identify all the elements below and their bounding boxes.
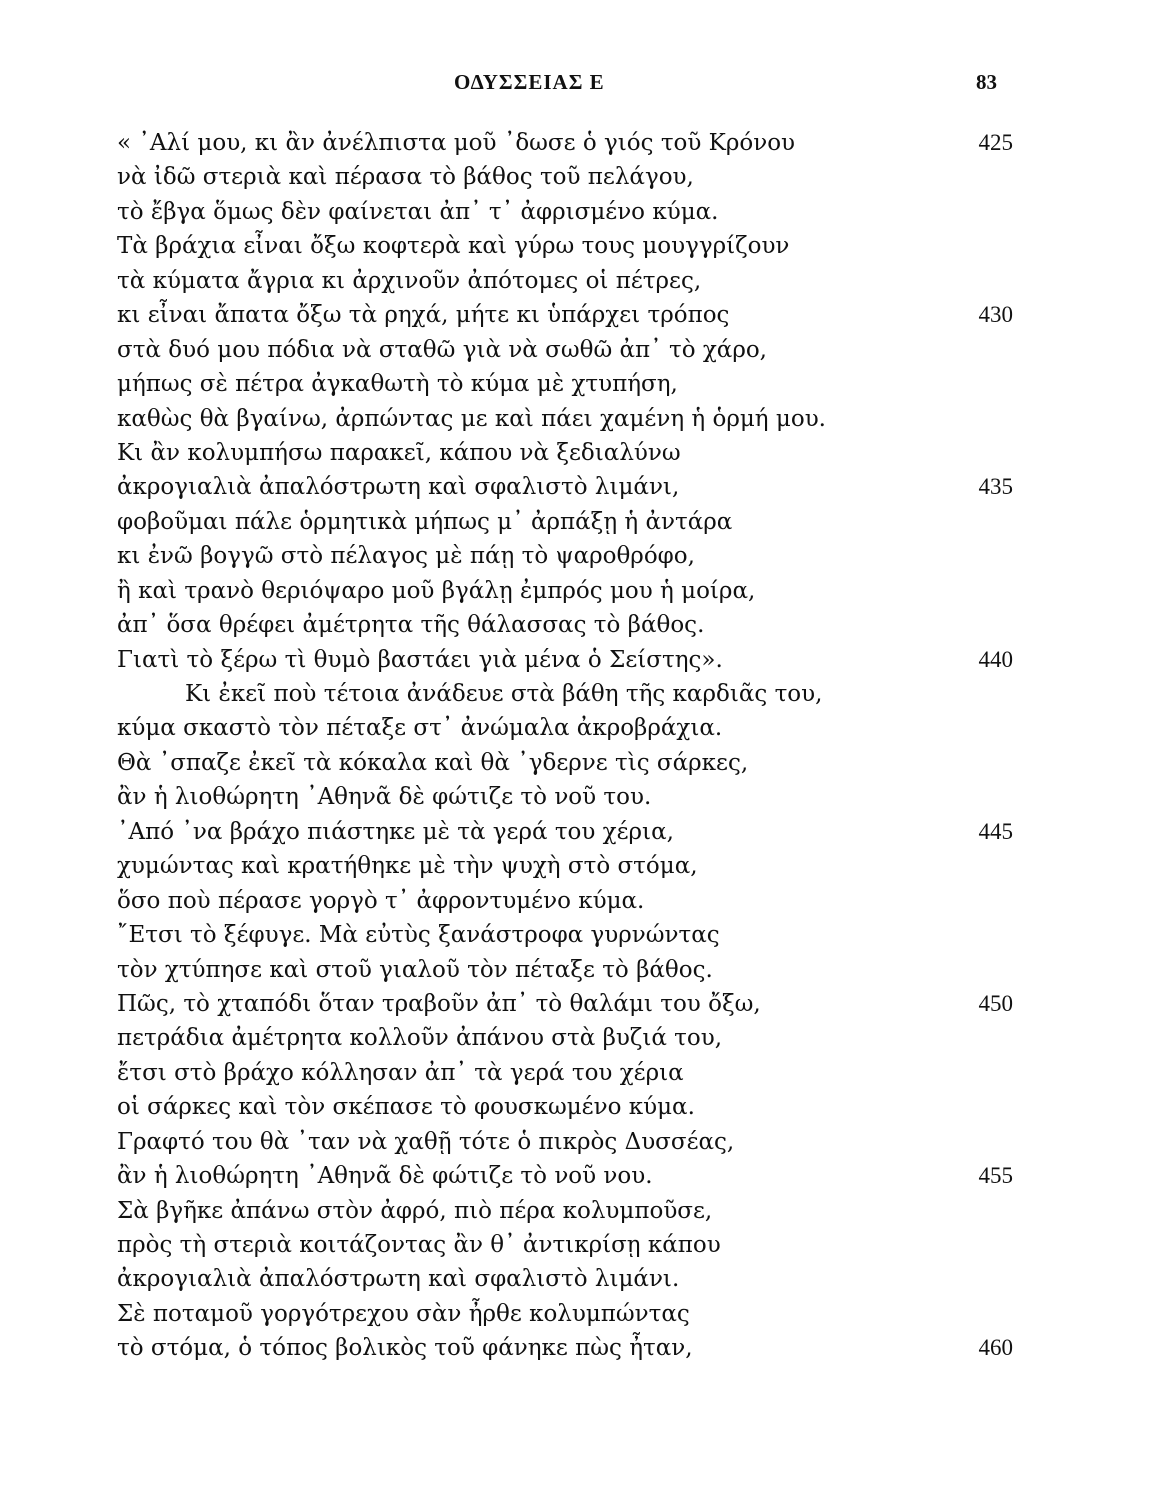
line-number: 445 bbox=[978, 818, 1013, 844]
verse-line bbox=[0, 608, 1151, 642]
verse-text: νὰ ἰδῶ στεριὰ καὶ πέρασα τὸ βάθος τοῦ πελάγου, bbox=[117, 164, 694, 191]
verse-line bbox=[0, 160, 1151, 194]
verse-text: ἔτσι στὸ βράχο κόλλησαν ἀπ᾿ τὰ γερά του χέρια bbox=[117, 1059, 684, 1086]
line-number: 450 bbox=[978, 990, 1013, 1016]
page-number: 83 bbox=[976, 70, 997, 94]
verse-text: ἢ καὶ τρανὸ θεριόψαρο μοῦ βγάλῃ ἐμπρός μου ἡ μοίρα, bbox=[117, 577, 756, 604]
verse-text: καθὼς θὰ βγαίνω, ἀρπώντας με καὶ πάει χαμένη ἡ ὁρμή μου. bbox=[117, 405, 826, 432]
verse-text: ὅσο ποὺ πέρασε γοργὸ τ᾿ ἀφροντυμένο κύμα. bbox=[117, 887, 645, 914]
verse-line bbox=[0, 1021, 1151, 1055]
verse-line bbox=[0, 402, 1151, 436]
verse-text: οἱ σάρκες καὶ τὸν σκέπασε τὸ φουσκωμένο κύμα. bbox=[117, 1094, 695, 1121]
verse-text: ἀκρογιαλιὰ ἀπαλόστρωτη καὶ σφαλιστὸ λιμάνι, bbox=[117, 474, 680, 501]
verse-line bbox=[0, 780, 1151, 814]
running-title: ΟΔΥΣΣΕΙΑΣ Ε bbox=[454, 70, 605, 94]
verse-text: Κι ἐκεῖ ποὺ τέτοια ἀνάδευε στὰ βάθη τῆς καρδιᾶς του, bbox=[185, 681, 823, 707]
verse-text: τὸν χτύπησε καὶ στοῦ γιαλοῦ τὸν πέταξε τὸ βάθος. bbox=[117, 956, 713, 983]
verse-block bbox=[0, 126, 1151, 1366]
verse-text: ἂν ἡ λιοθώρητη ᾿Αθηνᾶ δὲ φώτιζε τὸ νοῦ του. bbox=[117, 784, 652, 811]
verse-text: ἀπ᾿ ὅσα θρέφει ἀμέτρητα τῆς θάλασσας τὸ βάθος. bbox=[117, 612, 705, 639]
verse-line bbox=[0, 884, 1151, 918]
verse-line bbox=[0, 1125, 1151, 1159]
line-number: 460 bbox=[978, 1335, 1013, 1361]
verse-line bbox=[0, 1262, 1151, 1296]
line-number: 435 bbox=[978, 474, 1013, 500]
verse-line bbox=[0, 333, 1151, 367]
verse-line bbox=[0, 918, 1151, 952]
verse-text: ἂν ἡ λιοθώρητη ᾿Αθηνᾶ δὲ φώτιζε τὸ νοῦ νου. bbox=[117, 1163, 653, 1190]
verse-text: Θὰ ᾿σπαζε ἐκεῖ τὰ κόκαλα καὶ θὰ ᾿γδερνε τὶς σάρκες, bbox=[117, 749, 749, 776]
verse-text: στὰ δυό μου πόδια νὰ σταθῶ γιὰ νὰ σωθῶ ἀπ᾿ τὸ χάρο, bbox=[117, 336, 767, 363]
verse-line bbox=[0, 539, 1151, 573]
verse-line bbox=[0, 367, 1151, 401]
verse-line bbox=[0, 1090, 1151, 1124]
verse-line bbox=[0, 126, 1151, 160]
verse-text: Σὲ ποταμοῦ γοργότρεχου σὰν ἦρθε κολυμπώντας bbox=[117, 1300, 690, 1327]
verse-line bbox=[0, 298, 1151, 332]
verse-text: χυμώντας καὶ κρατήθηκε μὲ τὴν ψυχὴ στὸ στόμα, bbox=[117, 853, 698, 880]
verse-text: τὸ στόμα, ὁ τόπος βολικὸς τοῦ φάνηκε πὼς ἦταν, bbox=[117, 1335, 693, 1362]
verse-line bbox=[0, 1056, 1151, 1090]
verse-line bbox=[0, 711, 1151, 745]
line-number: 430 bbox=[978, 302, 1013, 328]
running-head bbox=[0, 70, 1151, 102]
verse-line bbox=[0, 264, 1151, 298]
verse-line bbox=[0, 574, 1151, 608]
verse-text: « ᾿Αλί μου, κι ἂν ἀνέλπιστα μοῦ ᾿δωσε ὁ γιός τοῦ Κρόνου bbox=[117, 130, 796, 156]
verse-line bbox=[0, 1228, 1151, 1262]
verse-text: κύμα σκαστὸ τὸν πέταξε στ᾿ ἀνώμαλα ἀκροβράχια. bbox=[117, 715, 723, 742]
verse-line bbox=[0, 436, 1151, 470]
verse-line bbox=[0, 815, 1151, 849]
verse-text: Γιατὶ τὸ ξέρω τὶ θυμὸ βαστάει γιὰ μένα ὁ Σείστης». bbox=[117, 646, 723, 673]
verse-text: Πῶς, τὸ χταπόδι ὅταν τραβοῦν ἀπ᾿ τὸ θαλάμι του ὄξω, bbox=[117, 990, 761, 1017]
verse-line bbox=[0, 746, 1151, 780]
verse-text: ᾿Από ᾿να βράχο πιάστηκε μὲ τὰ γερά του χέρια, bbox=[117, 818, 674, 845]
verse-line bbox=[0, 643, 1151, 677]
verse-text: κι ἐνῶ βογγῶ στὸ πέλαγος μὲ πάῃ τὸ ψαροθρόφο, bbox=[117, 543, 695, 570]
verse-text: τὸ ἔβγα ὅμως δὲν φαίνεται ἀπ᾿ τ᾿ ἀφρισμένο κύμα. bbox=[117, 198, 719, 225]
line-number: 440 bbox=[978, 646, 1013, 672]
verse-text: κι εἶναι ἄπατα ὄξω τὰ ρηχά, μήτε κι ὑπάρχει τρόπος bbox=[117, 302, 730, 329]
verse-line bbox=[0, 505, 1151, 539]
verse-line bbox=[0, 677, 1151, 711]
verse-text: φοβοῦμαι πάλε ὁρμητικὰ μήπως μ᾿ ἀρπάξῃ ἡ ἀντάρα bbox=[117, 508, 733, 535]
verse-text: Σὰ βγῆκε ἀπάνω στὸν ἀφρό, πιὸ πέρα κολυμποῦσε, bbox=[117, 1197, 713, 1224]
verse-text: Γραφτό του θὰ ᾿ταν νὰ χαθῇ τότε ὁ πικρὸς Δυσσέας, bbox=[117, 1128, 735, 1155]
verse-text: μήπως σὲ πέτρα ἀγκαθωτὴ τὸ κύμα μὲ χτυπήση, bbox=[117, 371, 678, 398]
verse-line bbox=[0, 195, 1151, 229]
verse-text: ἀκρογιαλιὰ ἀπαλόστρωτη καὶ σφαλιστὸ λιμάνι. bbox=[117, 1266, 680, 1293]
verse-line bbox=[0, 229, 1151, 263]
verse-text: πετράδια ἀμέτρητα κολλοῦν ἀπάνου στὰ βυζιά του, bbox=[117, 1025, 723, 1052]
verse-text: ῎Ετσι τὸ ξέφυγε. Μὰ εὐτὺς ξανάστροφα γυρνώντας bbox=[117, 922, 720, 949]
verse-text: Τὰ βράχια εἶναι ὄξω κοφτερὰ καὶ γύρω τους μουγγρίζουν bbox=[117, 233, 790, 260]
verse-line bbox=[0, 1331, 1151, 1365]
verse-text: τὰ κύματα ἄγρια κι ἀρχινοῦν ἀπότομες οἱ πέτρες, bbox=[117, 267, 702, 294]
verse-line bbox=[0, 1159, 1151, 1193]
verse-text: πρὸς τὴ στεριὰ κοιτάζοντας ἂν θ᾿ ἀντικρίσῃ κάπου bbox=[117, 1232, 721, 1258]
verse-text: Κι ἂν κολυμπήσω παρακεῖ, κάπου νὰ ξεδιαλύνω bbox=[117, 439, 681, 466]
verse-line bbox=[0, 849, 1151, 883]
verse-line bbox=[0, 1194, 1151, 1228]
line-number: 455 bbox=[978, 1163, 1013, 1189]
verse-line bbox=[0, 953, 1151, 987]
verse-line bbox=[0, 987, 1151, 1021]
line-number: 425 bbox=[978, 130, 1013, 155]
verse-line bbox=[0, 1297, 1151, 1331]
verse-line bbox=[0, 470, 1151, 504]
